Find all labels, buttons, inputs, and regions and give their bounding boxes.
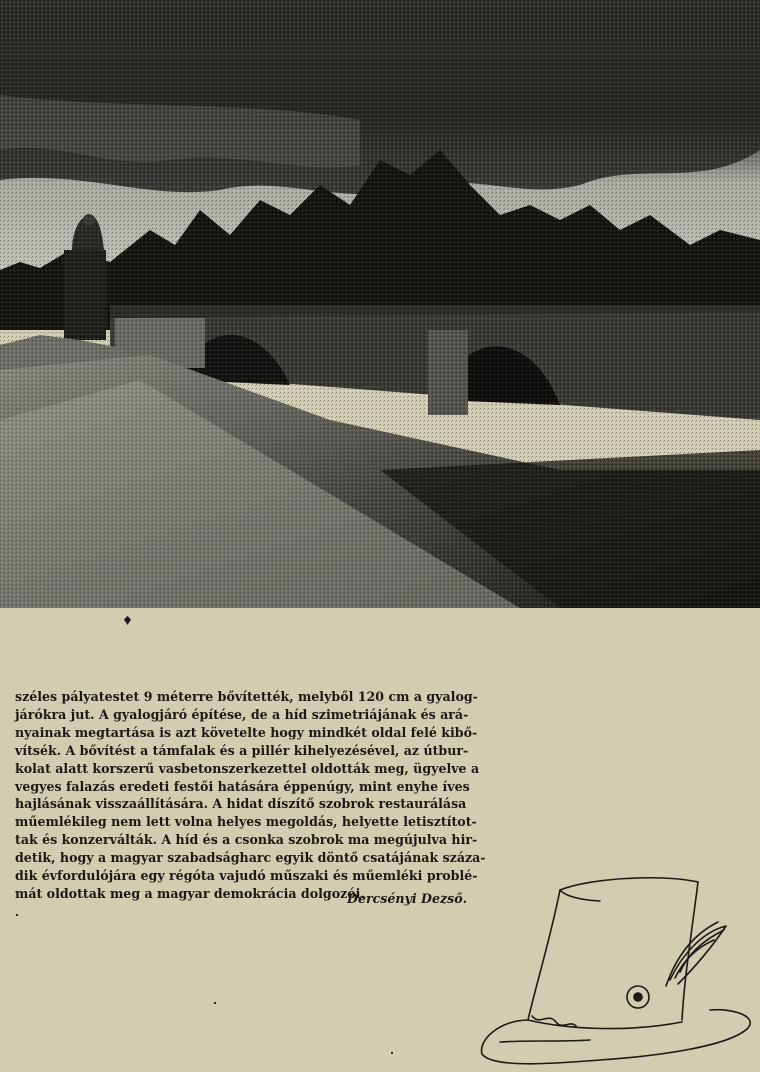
print-speck bbox=[391, 1052, 393, 1054]
article-paragraph: széles pályatestet 9 méterre bővítették, melyből 120 cm a gyalog- járókra jut. A gyalogjáró építése, de a híd szimetriájának és ará- nyainak megtartása is azt követelte hogy mindkét oldal felé kibő- vítsék. A bővítést a támfalak és a pillér kihelyezésével, az útbur- kolat alatt korszerű vasbetonszerkezettel oldották meg, ügyelve a vegyes falazás eredeti festői hatására éppenúgy, mint enyhe íves hajlásának visszaállítására. A hidat díszítő szobrok restaurálása műemlékileg nem lett volna helyes megoldás, helyette letisztítot- tak és konzerválták. A híd és a csonka szobrok ma megújulva hir- detik, hogy a magyar szabadságharc egyik döntő csatájának száza- dik évfordulójára egy régóta vajudó műszaki és műemléki problé- mát oldottak meg a magyar demokrácia dolgozói. bbox=[15, 689, 486, 901]
bullet-mark bbox=[124, 616, 131, 625]
print-speck bbox=[16, 914, 18, 916]
print-speck bbox=[214, 1002, 216, 1004]
author-signature: Dercsényi Dezső. bbox=[347, 891, 467, 906]
hat-sketch bbox=[470, 870, 760, 1072]
